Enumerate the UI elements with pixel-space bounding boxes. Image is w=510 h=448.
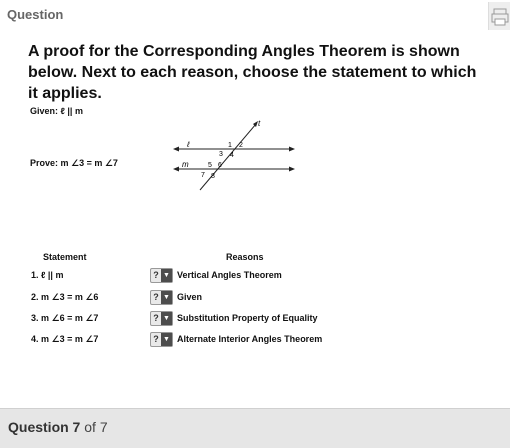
line-t-label: t: [258, 119, 261, 128]
parallel-lines-diagram: [170, 116, 300, 196]
reason-dropdown-1[interactable]: [150, 268, 173, 283]
reason-row-4: Alternate Interior Angles Theorem: [177, 334, 323, 344]
angle-label-2: 2: [239, 142, 243, 149]
angle-label-3: 3: [219, 151, 223, 158]
print-icon: [489, 2, 510, 30]
reasons-column-header: Reasons: [226, 252, 264, 262]
statement-row-4: 4. m ∠3 = m ∠7: [31, 334, 99, 344]
dropdown-value: ?: [153, 292, 159, 302]
print-button[interactable]: [488, 2, 510, 30]
angle-label-4: 4: [230, 152, 234, 159]
angle-label-6: 6: [218, 162, 222, 169]
question-current: Question 7: [8, 419, 81, 435]
angle-label-8: 8: [211, 173, 215, 180]
statement-row-3: 3. m ∠6 = m ∠7: [31, 313, 99, 323]
reason-dropdown-4[interactable]: [150, 332, 173, 347]
question-total: of 7: [80, 419, 108, 435]
statement-column-header: Statement: [43, 252, 87, 262]
angle-label-1: 1: [228, 142, 232, 149]
question-prompt: A proof for the Corresponding Angles Theorem is shown below. Next to each reason, choose the statement to which it applies.: [28, 43, 477, 102]
reason-row-3: Substitution Property of Equality: [177, 313, 318, 323]
chevron-down-icon: ▼: [161, 312, 172, 325]
reason-row-1: Vertical Angles Theorem: [177, 270, 282, 280]
dropdown-value: ?: [153, 270, 159, 280]
reason-dropdown-2[interactable]: [150, 290, 173, 305]
question-header: Question: [7, 7, 64, 22]
chevron-down-icon: ▼: [161, 291, 172, 304]
angle-label-7: 7: [201, 172, 205, 179]
statement-row-1: 1. ℓ || m: [31, 270, 64, 280]
line-l-label: ℓ: [187, 140, 190, 149]
chevron-down-icon: ▼: [161, 333, 172, 346]
angle-label-5: 5: [208, 162, 212, 169]
dropdown-value: ?: [153, 334, 159, 344]
chevron-down-icon: ▼: [161, 269, 172, 282]
statement-row-2: 2. m ∠3 = m ∠6: [31, 292, 99, 302]
given-statement: Given: ℓ || m: [30, 106, 83, 116]
reason-row-2: Given: [177, 292, 203, 302]
prove-statement: Prove: m ∠3 = m ∠7: [30, 158, 118, 168]
reason-dropdown-3[interactable]: [150, 311, 173, 326]
question-counter: [8, 419, 108, 435]
dropdown-value: ?: [153, 313, 159, 323]
question-footer: [0, 408, 510, 448]
line-m-label: m: [182, 160, 189, 169]
